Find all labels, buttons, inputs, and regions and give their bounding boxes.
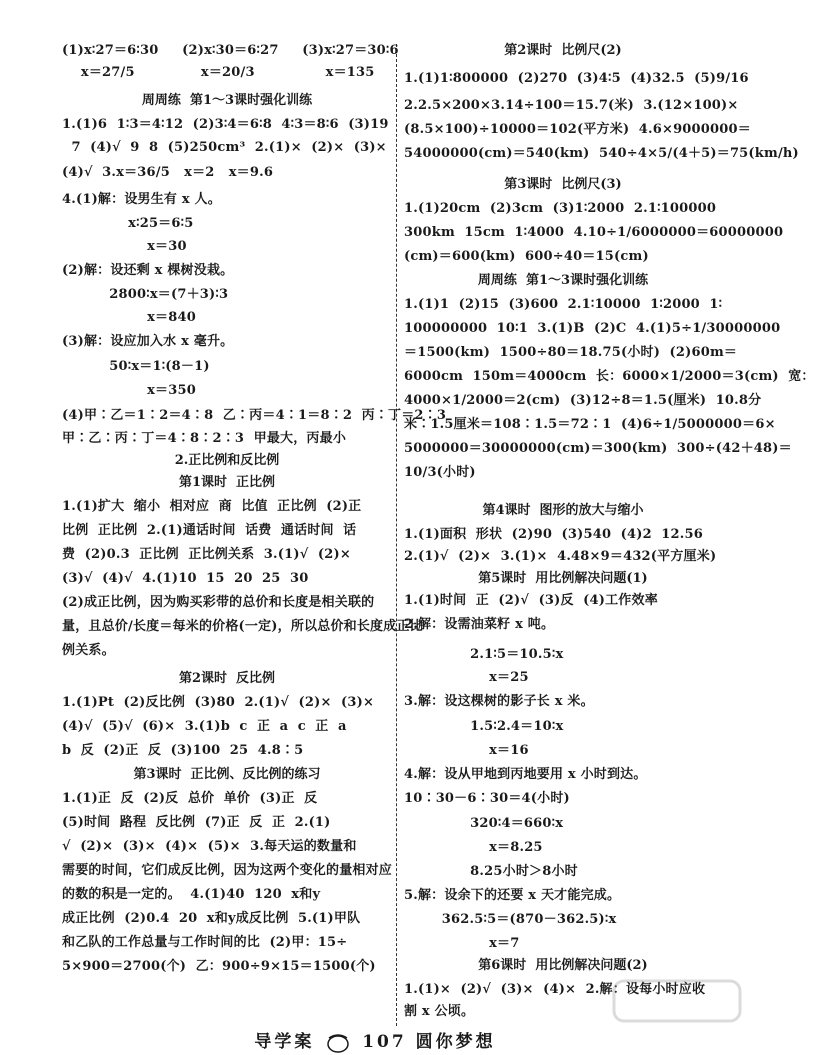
text-line: (2)解：设还剩 x 棵树没栽。: [62, 263, 234, 278]
text-line: (3)解：设应加入水 x 毫升。: [62, 334, 234, 349]
footer-slogan: 圆你梦想: [415, 1032, 496, 1052]
section-heading: 周周练 第1～3课时强化训练: [477, 273, 649, 288]
text-line: x＝840: [62, 310, 196, 325]
text-line: 1.(1)时间 正 (2)√ (3)反 (4)工作效率: [404, 593, 658, 608]
lesson-heading: 第1课时 正比例: [178, 475, 276, 490]
text-line: 1.(1)正 反 (2)反 总价 单价 (3)正 反: [62, 791, 318, 806]
text-line: 50∶x＝1∶(8－1): [62, 359, 210, 374]
text-line: x＝25: [404, 670, 529, 685]
lesson-heading: 第2课时 比例尺(2): [504, 43, 622, 58]
text-line: x＝27/5 x＝20/3 x＝135: [62, 65, 375, 80]
text-line: 1.(1)20cm (2)3cm (3)1∶2000 2.1∶100000: [404, 201, 717, 216]
text-line: b 反 (2)正 反 (3)100 25 4.8∶5: [62, 743, 304, 758]
lesson-heading: 第3课时 比例尺(3): [504, 177, 622, 192]
text-line: 2.2.5×200×3.14÷100＝15.7(米) 3.(12×100)×: [404, 98, 739, 113]
text-line: 10∶30－6∶30＝4(小时): [404, 791, 570, 806]
text-line: (4)√ 3.x＝36/5 x＝2 x＝9.6: [62, 165, 274, 180]
text-line: 割 x 公顷。: [404, 1004, 475, 1019]
text-line: 1.(1)Pt (2)反比例 (3)80 2.(1)√ (2)× (3)×: [62, 695, 375, 710]
text-line: 2.1∶5＝10.5∶x: [404, 647, 564, 662]
text-line: x＝350: [62, 383, 196, 398]
text-line: 例关系。: [62, 643, 115, 658]
text-line: x＝8.25: [404, 840, 543, 855]
watermark-icon: [612, 977, 742, 1049]
text-line: √ (2)× (3)× (4)× (5)× 3.每天运的数量和: [62, 839, 357, 854]
text-line: 比例 正比例 2.(1)通话时间 话费 通话时间 话: [62, 523, 357, 538]
text-line: (4)√ (5)√ (6)× 3.(1)b c 正 a c 正 a: [62, 719, 347, 734]
text-line: 1.(1)× (2)√ (3)× (4)× 2.解：设每小时应收: [404, 982, 706, 997]
text-line: 4.(1)解：设男生有 x 人。: [62, 192, 221, 207]
text-line: (cm)＝600(km) 600÷40＝15(cm): [404, 249, 649, 264]
text-line: 1.(1)1 (2)15 (3)600 2.1∶10000 1∶2000 1∶: [404, 297, 723, 312]
text-line: 米∶1.5厘米＝108∶1.5＝72∶1 (4)6÷1/5000000＝6×: [404, 417, 776, 432]
text-line: 5000000＝30000000(cm)＝300(km) 300÷(42＋48)＝: [404, 441, 792, 456]
section-heading: 周周练 第1～3课时强化训练: [141, 93, 313, 108]
text-line: 4.解：设从甲地到丙地要用 x 小时到达。: [404, 767, 647, 782]
text-line: 的数的积是一定的。 4.(1)40 120 x和y: [62, 887, 321, 902]
text-line: 费 (2)0.3 正比例 正比例关系 3.(1)√ (2)×: [62, 547, 351, 562]
text-line: 1.5∶2.4＝10∶x: [404, 719, 564, 734]
text-line: 1.(1)1∶800000 (2)270 (3)4∶5 (4)32.5 (5)9/16: [404, 71, 749, 86]
text-line: 1.(1)6 1∶3＝4∶12 (2)3∶4＝6∶8 4∶3＝8∶6 (3)19: [62, 117, 389, 132]
text-line: x＝16: [404, 743, 529, 758]
text-line: 10/3(小时): [404, 465, 476, 480]
text-line: (3)√ (4)√ 4.(1)10 15 20 25 30: [62, 571, 309, 586]
text-line: (2)成正比例，因为购买彩带的总价和长度是相关联的: [62, 595, 375, 610]
text-line: ＝1500(km) 1500÷80＝18.75(小时) (2)60m＝: [404, 345, 738, 360]
text-line: 1.(1)扩大 缩小 相对应 商 比值 正比例 (2)正: [62, 499, 362, 514]
watermark-logo: [612, 977, 742, 1049]
text-line: 2.解：设需油菜籽 x 吨。: [404, 617, 555, 632]
text-line: x∶25＝6∶5: [62, 216, 194, 231]
lesson-heading: 第4课时 图形的放大与缩小: [482, 503, 644, 518]
text-line: (8.5×100)÷10000＝102(平方米) 4.6×9000000＝: [404, 122, 751, 137]
lesson-heading: 第6课时 用比例解决问题(2): [478, 958, 648, 973]
lesson-heading: 第3课时 正比例、反比例的练习: [133, 767, 321, 782]
text-line: 4000×1/2000＝2(cm) (3)12÷8＝1.5(厘米) 10.8分: [404, 393, 762, 408]
text-line: 320∶4＝660∶x: [404, 816, 564, 831]
text-line: (1)x∶27＝6∶30 (2)x∶30＝6∶27 (3)x∶27＝30∶6: [62, 43, 399, 58]
text-line: 量，且总价/长度＝每米的价格(一定)，所以总价和长度成正比: [62, 619, 423, 634]
text-line: 3.解：设这棵树的影子长 x 米。: [404, 694, 594, 709]
text-line: 和乙队的工作总量与工作时间的比 (2)甲：15÷: [62, 935, 348, 950]
text-line: 8.25小时＞8小时: [404, 864, 578, 879]
text-line: x＝30: [62, 239, 187, 254]
text-line: (4)甲∶乙＝1∶2＝4∶8 乙∶丙＝4∶1＝8∶2 丙∶丁＝2∶3: [62, 408, 447, 423]
text-line: 5.解：设余下的还要 x 天才能完成。: [404, 888, 621, 903]
text-line: 2.(1)√ (2)× 3.(1)× 4.48×9＝432(平方厘米): [404, 549, 717, 564]
footer-brand: 导学案: [254, 1032, 315, 1052]
text-line: 2800∶x＝(7＋3)∶3: [62, 287, 229, 302]
text-line: 甲∶乙∶丙∶丁＝4∶8∶2∶3 甲最大，丙最小: [62, 431, 347, 446]
text-line: 5×900＝2700(个) 乙：900÷9×15＝1500(个): [62, 959, 376, 974]
lesson-heading: 第5课时 用比例解决问题(1): [478, 571, 648, 586]
text-line: 6000cm 150m＝4000cm 长：6000×1/2000＝3(cm) 宽：: [404, 369, 815, 384]
text-line: (5)时间 路程 反比例 (7)正 反 正 2.(1): [62, 815, 331, 830]
text-line: 需要的时间，它们成反比例，因为这两个变化的量相对应: [62, 863, 393, 878]
text-line: 300km 15cm 1∶4000 4.10÷1/6000000＝60000000: [404, 225, 784, 240]
text-line: 54000000(cm)＝540(km) 540÷4×5/(4＋5)＝75(km/h): [404, 146, 799, 161]
column-divider: [396, 44, 397, 1026]
text-line: x＝7: [404, 936, 520, 951]
text-line: 1.(1)面积 形状 (2)90 (3)540 (4)2 12.56: [404, 527, 703, 542]
section-heading: 2.正比例和反比例: [174, 453, 280, 468]
lesson-heading: 第2课时 反比例: [178, 671, 276, 686]
text-line: 7 (4)√ 9 8 (5)250cm³ 2.(1)× (2)× (3)×: [62, 140, 387, 155]
text-line: 362.5∶5＝(870－362.5)∶x: [404, 912, 617, 927]
page-number: 107: [362, 1032, 407, 1052]
text-line: 成正比例 (2)0.4 20 x和y成反比例 5.(1)甲队: [62, 911, 361, 926]
text-line: 100000000 10∶1 3.(1)B (2)C 4.(1)5÷1/30000000: [404, 321, 781, 336]
mascot-icon: [323, 1032, 353, 1054]
